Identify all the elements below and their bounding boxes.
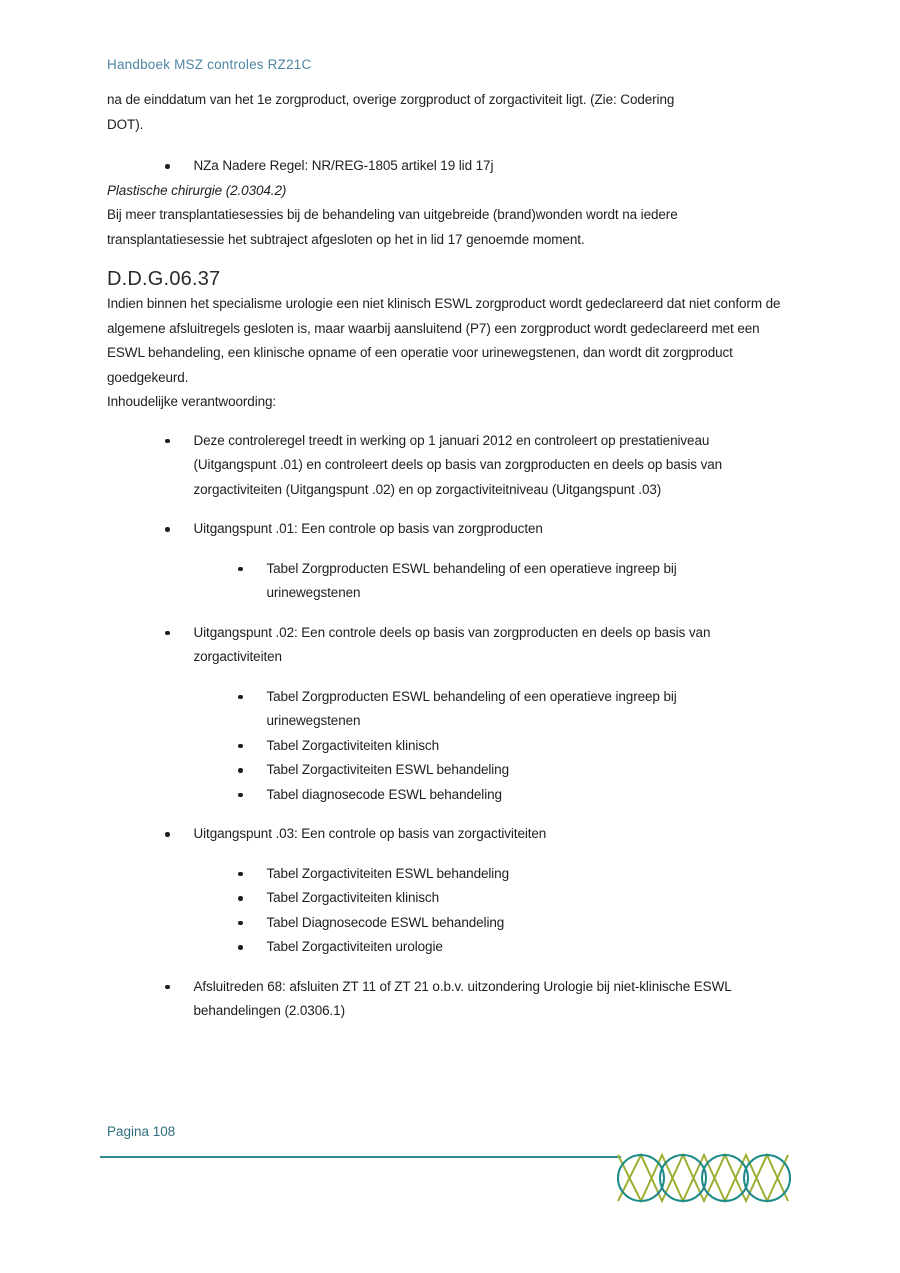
bullet-group (107, 822, 793, 960)
sub-bullet-list (107, 862, 793, 960)
list-item (107, 685, 793, 734)
paragraph-plastische-chirurgie: Bij meer transplantatiesessies bij de behandeling van uitgebreide (brand)wonden wordt na iedere transplantatiesessie het subtraject afgesloten op het in lid 17 genoemde moment. (107, 207, 678, 247)
list-item (107, 862, 793, 887)
list-item-label: NZa Nadere Regel: NR/REG-1805 artikel 19 lid 17j (193, 158, 494, 173)
bullet-icon (165, 164, 170, 169)
list-item-nza-regel (107, 154, 793, 179)
bullet-icon (238, 945, 243, 950)
list-item (107, 621, 793, 670)
list-item-label: Deze controleregel treedt in werking op 1 januari 2012 en controleert op prestatieniveau (Uitgangspunt .01) en controleert deels op basis van zorgproducten en deels op basis van zorgactiviteiten (Uitgangspunt .02) en op zorgactiviteitniveau (Uitgangspunt .03) (193, 432, 723, 497)
page-number: Pagina 108 (107, 1124, 176, 1139)
bullet-icon (238, 768, 243, 773)
footer-rule (100, 1156, 621, 1158)
bullet-icon (165, 439, 170, 444)
list-item (107, 517, 793, 542)
bullet-icon (238, 567, 243, 572)
document-title-header: Handboek MSZ controles RZ21C (107, 57, 312, 72)
section-paragraph: Indien binnen het specialisme urologie een niet klinisch ESWL zorgproduct wordt gedeclareerd dat niet conform de algemene afsluitregels gesloten is, maar waarbij aansluitend (P7) een zorgproduct wordt gedeclareerd met een ESWL behandeling, een klinische opname of een operatie voor urinewegstenen, dan wordt dit zorgproduct goedgekeurd. (107, 296, 781, 385)
bullet-icon (238, 695, 243, 700)
paragraph-continuation: na de einddatum van het 1e zorgproduct, overige zorgproduct of zorgactiviteit ligt. (Zie: Codering DOT). (107, 92, 675, 132)
section-heading: D.D.G.06.37 (107, 268, 221, 290)
bullet-group (107, 975, 793, 1024)
list-item (107, 783, 793, 808)
bullet-icon (238, 793, 243, 798)
bullet-icon (165, 832, 170, 837)
list-item-label: Afsluitreden 68: afsluiten ZT 11 of ZT 21 o.b.v. uitzondering Urologie bij niet-klinische ESWL behandelingen (2.0306.1) (193, 978, 732, 1018)
list-item (107, 822, 793, 847)
bullet-icon (238, 872, 243, 877)
list-item-label: Tabel Zorgactiviteiten ESWL behandeling (266, 762, 509, 777)
bullet-icon (238, 921, 243, 926)
list-item (107, 429, 793, 503)
brand-weave-logo-icon (616, 1152, 792, 1204)
list-item-label: Tabel Zorgactiviteiten klinisch (266, 890, 439, 905)
list-item (107, 975, 793, 1024)
document-body (107, 88, 793, 1024)
bullet-group (107, 429, 793, 503)
list-item-label: Tabel Zorgactiviteiten klinisch (266, 737, 439, 753)
list-item-label: Tabel diagnosecode ESWL behandeling (266, 786, 502, 802)
list-item-label: Tabel Zorgproducten ESWL behandeling of een operatieve ingreep bij urinewegstenen (266, 688, 677, 728)
list-item (107, 557, 793, 606)
list-item-label: Tabel Zorgproducten ESWL behandeling of een operatieve ingreep bij urinewegstenen (266, 560, 677, 600)
list-item-label: Uitgangspunt .01: Een controle op basis van zorgproducten (193, 521, 543, 536)
list-item-label: Tabel Diagnosecode ESWL behandeling (266, 914, 505, 930)
list-item-label: Uitgangspunt .02: Een controle deels op basis van zorgproducten en deels op basis van zorgactiviteiten (193, 624, 711, 664)
verantwoording-label: Inhoudelijke verantwoording: (107, 394, 277, 409)
bullet-icon (165, 631, 170, 636)
list-item (107, 758, 793, 783)
list-item (107, 911, 793, 936)
bullet-group (107, 517, 793, 606)
bullet-icon (238, 744, 243, 749)
bullet-list (107, 429, 793, 1024)
bullet-group (107, 621, 793, 808)
bullet-icon (165, 985, 170, 990)
subsection-heading-plastische-chirurgie: Plastische chirurgie (2.0304.2) (107, 182, 287, 198)
list-item (107, 935, 793, 960)
list-item-label: Tabel Zorgactiviteiten urologie (266, 939, 443, 954)
bullet-icon (238, 896, 243, 901)
sub-bullet-list (107, 685, 793, 808)
list-item-label: Uitgangspunt .03: Een controle op basis van zorgactiviteiten (193, 826, 547, 841)
list-item (107, 734, 793, 759)
list-item-label: Tabel Zorgactiviteiten ESWL behandeling (266, 865, 509, 881)
list-item (107, 886, 793, 911)
sub-bullet-list (107, 557, 793, 606)
bullet-icon (165, 527, 170, 532)
